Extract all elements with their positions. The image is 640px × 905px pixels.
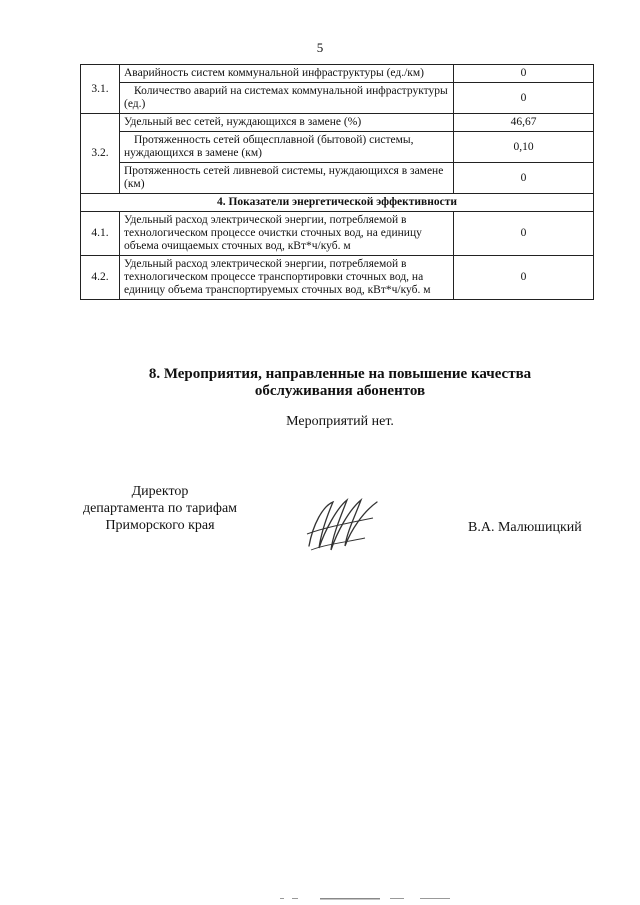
- handwritten-signature: [303, 494, 383, 554]
- heading-line: 8. Мероприятия, направленные на повышение качества: [148, 366, 532, 382]
- row-value: 0: [454, 256, 594, 300]
- row-value: 0,10: [454, 132, 594, 163]
- row-value: 46,67: [454, 114, 594, 132]
- page-number: 5: [316, 40, 324, 55]
- row-value: 0: [454, 65, 594, 83]
- row-value: 0: [454, 83, 594, 114]
- row-number: 4.2.: [81, 256, 120, 300]
- table-row: [81, 114, 594, 132]
- row-value: 0: [454, 163, 594, 194]
- scan-artifact: [280, 897, 470, 901]
- title-line: департамента по тарифам: [82, 501, 238, 516]
- row-description: Протяженность сетей общесплавной (бытовой) системы, нуждающихся в замене (км): [120, 132, 454, 163]
- table-row: [81, 212, 594, 256]
- row-description: Аварийность систем коммунальной инфраструктуры (ед./км): [120, 65, 454, 83]
- table-row: [81, 132, 594, 163]
- table-row: [81, 256, 594, 300]
- table-row: [81, 163, 594, 194]
- row-description: Протяженность сетей ливневой системы, нуждающихся в замене (км): [120, 163, 454, 194]
- section-8-body: Мероприятий нет.: [286, 414, 394, 429]
- row-number: 4.1.: [81, 212, 120, 256]
- signatory-name: В.А. Малюшицкий: [468, 520, 582, 535]
- section-8-heading: [0, 366, 640, 400]
- row-description: Удельный вес сетей, нуждающихся в замене (%): [120, 114, 454, 132]
- table-row: [81, 65, 594, 83]
- section-title: 4. Показатели энергетической эффективности: [81, 194, 594, 212]
- row-description: Удельный расход электрической энергии, потребляемой в технологическом процессе транспортировки сточных вод, на единицу объема транспортируемых сточных вод, кВт*ч/куб. м: [120, 256, 454, 300]
- row-number: 3.1.: [81, 65, 120, 114]
- row-description: Удельный расход электрической энергии, потребляемой в технологическом процессе очистки сточных вод, на единицу объема очищаемых сточных вод, кВт*ч/куб. м: [120, 212, 454, 256]
- indicators-table: [80, 64, 594, 300]
- title-line: Директор: [131, 484, 189, 499]
- title-line: Приморского края: [105, 518, 215, 533]
- section-header-row: [81, 194, 594, 212]
- table-row: [81, 83, 594, 114]
- row-value: 0: [454, 212, 594, 256]
- row-number: 3.2.: [81, 114, 120, 194]
- signatory-title: [60, 483, 260, 534]
- row-description: Количество аварий на системах коммунальной инфраструктуры (ед.): [120, 83, 454, 114]
- heading-line: обслуживания абонентов: [254, 383, 426, 399]
